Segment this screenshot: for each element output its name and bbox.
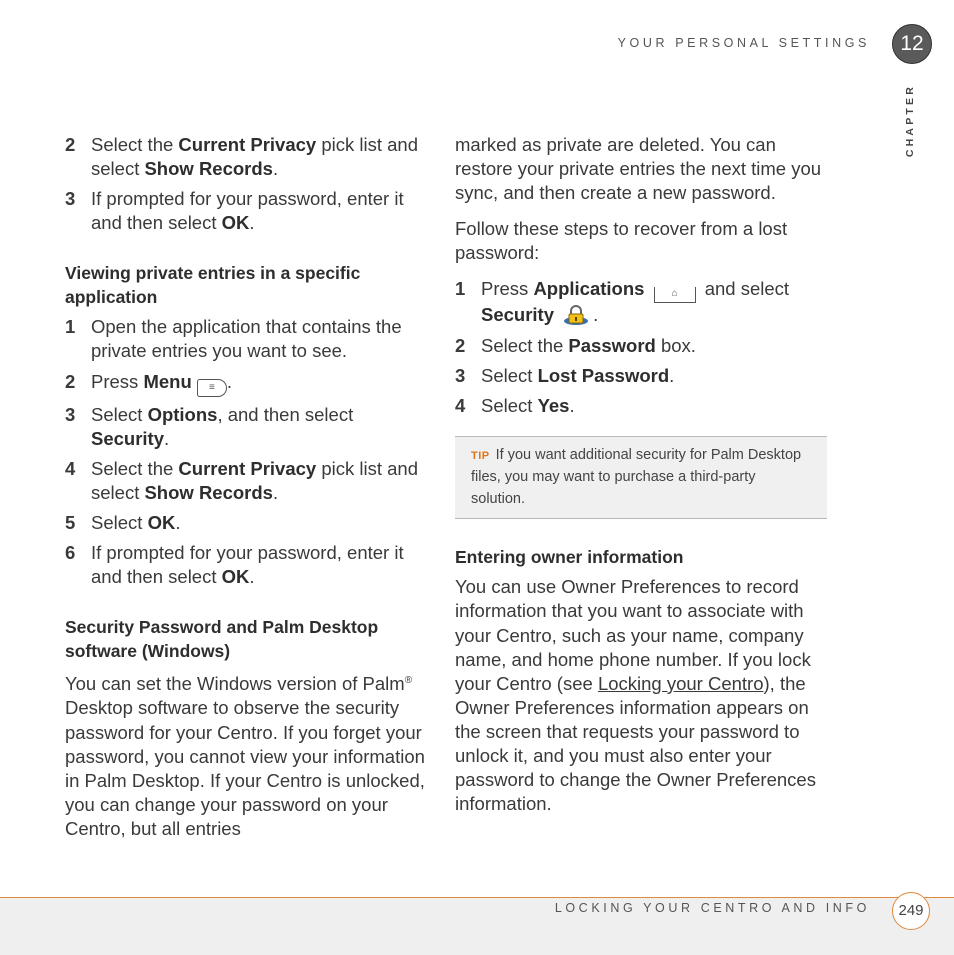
chapter-label: CHAPTER	[904, 84, 916, 158]
page-number: 249	[892, 892, 930, 930]
list-item: 2 Select the Password box.	[455, 334, 696, 356]
section-heading: Entering owner information	[455, 547, 684, 568]
home-key-icon: ⌂	[654, 287, 696, 303]
list-item: 1 Press Applications ⌂ and select Security .	[455, 278, 790, 326]
section-heading: Security Password and Palm Desktop software (Windows)	[65, 617, 379, 662]
list-item: 3 If prompted for your password, enter it and then select OK.	[65, 188, 404, 234]
list-item: 4 Select the Current Privacy pick list and select Show Records.	[65, 457, 419, 503]
section-heading: Viewing private entries in a specific application	[65, 263, 361, 308]
body-paragraph: You can use Owner Preferences to record information that you want to associate with your Centro, such as your name, company name, and home phone number. If you lock your Centro (see Locking your Centro), the Owner Preferences information appears on the screen that requests your password to unlock it, and you must also enter your password to change the Owner Preferences information.	[455, 576, 816, 815]
lock-icon	[563, 304, 589, 326]
list-item: 1 Open the application that contains the private entries you want to see.	[65, 316, 402, 362]
tip-box	[455, 436, 827, 520]
list-item: 2 Press Menu ≡ .	[65, 370, 433, 397]
list-item: 2 Select the Current Privacy pick list and select Show Records.	[65, 134, 419, 180]
body-paragraph: Follow these steps to recover from a lost password:	[455, 218, 788, 264]
list-item: 3 Select Lost Password.	[455, 364, 675, 386]
list-item: 3 Select Options, and then select Security.	[65, 403, 354, 449]
cross-reference-link[interactable]: Locking your Centro	[597, 672, 764, 694]
running-header: YOUR PERSONAL SETTINGS	[617, 36, 870, 50]
list-item: 5 Select OK.	[65, 511, 181, 533]
left-column	[65, 133, 433, 853]
body-paragraph: You can set the Windows version of Palm® Desktop software to observe the security password for your Centro. If you forget your password, you cannot view your information in Palm Desktop. If your Centro is unlocked, you can change your password on your Centro, but all entries	[65, 673, 425, 839]
running-footer: LOCKING YOUR CENTRO AND INFO	[554, 901, 870, 915]
list-item: 6 If prompted for your password, enter it and then select OK.	[65, 542, 404, 588]
chapter-number-badge: 12	[892, 24, 932, 64]
tip-label: TIP	[471, 449, 490, 462]
right-column	[455, 133, 827, 828]
body-paragraph: marked as private are deleted. You can restore your private entries the next time you sync, and then create a new password.	[455, 134, 822, 204]
list-item: 4 Select Yes.	[455, 394, 575, 416]
tip-text: If you want additional security for Palm Desktop files, you may want to purchase a third-party solution.	[471, 446, 802, 507]
menu-key-icon: ≡	[197, 379, 227, 397]
